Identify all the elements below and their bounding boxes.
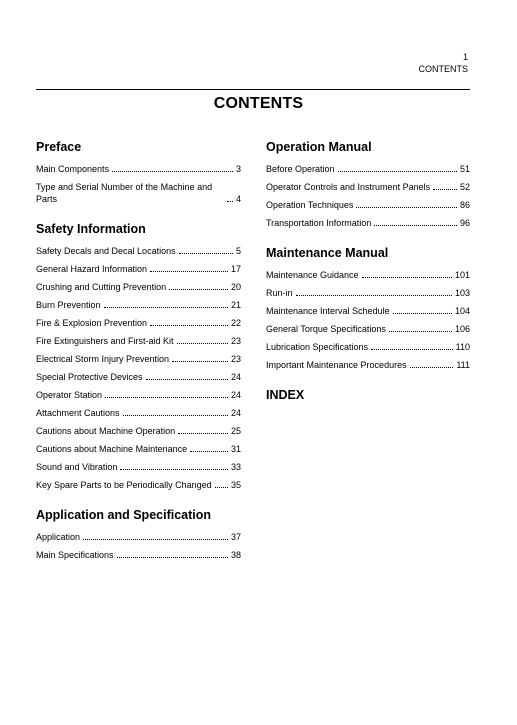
toc-entry[interactable] xyxy=(36,389,241,401)
dot-leader xyxy=(338,171,457,172)
toc-entry-page: 4 xyxy=(235,194,241,204)
toc-entry-title: Maintenance Guidance xyxy=(266,270,359,280)
toc-entry-title: Cautions about Machine Maintenance xyxy=(36,444,188,454)
dot-leader xyxy=(104,307,228,308)
toc-entry-page: 101 xyxy=(454,270,470,280)
toc-entry-page: 5 xyxy=(235,246,241,256)
toc-section-preface xyxy=(36,137,241,205)
toc-entry-page: 3 xyxy=(235,164,241,174)
toc-entry-title: Special Protective Devices xyxy=(36,372,143,382)
toc-entry-title: Attachment Cautions xyxy=(36,408,120,418)
toc-entry[interactable] xyxy=(36,371,241,383)
toc-entry-page: 104 xyxy=(454,306,470,316)
toc-entry[interactable] xyxy=(36,317,241,329)
dot-leader xyxy=(150,271,228,272)
dot-leader xyxy=(117,557,228,558)
toc-entry[interactable] xyxy=(36,407,241,419)
toc-entry[interactable] xyxy=(36,353,241,365)
page-number: 1 xyxy=(462,52,468,62)
toc-entry-title: Sound and Vibration xyxy=(36,462,118,472)
section-heading: Maintenance Manual xyxy=(266,246,389,260)
dot-leader xyxy=(215,487,228,488)
toc-entry-title: Safety Decals and Decal Locations xyxy=(36,246,176,256)
toc-entry[interactable] xyxy=(36,181,241,205)
toc-entry-page: 86 xyxy=(459,200,470,210)
toc-section-index xyxy=(266,385,470,405)
dot-leader xyxy=(190,451,228,452)
toc-entry-title: Maintenance Interval Schedule xyxy=(266,306,390,316)
dot-leader xyxy=(178,433,228,434)
section-heading: Safety Information xyxy=(36,222,146,236)
toc-entry-title: Crushing and Cutting Prevention xyxy=(36,282,167,292)
toc-entry[interactable] xyxy=(36,263,241,275)
toc-entry-page: 23 xyxy=(230,336,241,346)
dot-leader xyxy=(393,313,452,314)
dot-leader xyxy=(83,539,228,540)
dot-leader xyxy=(169,289,228,290)
dot-leader xyxy=(389,331,452,332)
toc-section-application-and-specification xyxy=(36,505,241,561)
dot-leader xyxy=(172,361,228,362)
toc-entry-page: 24 xyxy=(230,390,241,400)
dot-leader xyxy=(356,207,457,208)
toc-entry-title: Transportation Information xyxy=(266,218,372,228)
toc-left-column xyxy=(36,137,241,575)
toc-entry-page: 22 xyxy=(230,318,241,328)
toc-entry[interactable] xyxy=(36,281,241,293)
section-heading: Operation Manual xyxy=(266,140,372,154)
toc-entry-title: Burn Prevention xyxy=(36,300,101,310)
toc-entry-title: Before Operation xyxy=(266,164,335,174)
toc-entry-title: Operator Controls and Instrument Panels xyxy=(266,182,431,192)
toc-entry[interactable] xyxy=(266,287,470,299)
toc-entry-title: General Hazard Information xyxy=(36,264,148,274)
toc-entry[interactable] xyxy=(266,341,470,353)
toc-entry-page: 52 xyxy=(459,182,470,192)
toc-entry-title: Application xyxy=(36,532,81,542)
toc-entry-title: Main Specifications xyxy=(36,550,114,560)
toc-entry-page: 38 xyxy=(230,550,241,560)
toc-entry[interactable] xyxy=(266,323,470,335)
toc-entry[interactable] xyxy=(36,245,241,257)
toc-right-column xyxy=(266,137,470,419)
running-section-title: CONTENTS xyxy=(418,64,468,74)
toc-entry-page: 35 xyxy=(230,480,241,490)
toc-entry[interactable] xyxy=(36,335,241,347)
toc-entry[interactable] xyxy=(36,443,241,455)
toc-entry-page: 110 xyxy=(455,342,470,352)
toc-entry-title: Cautions about Machine Operation xyxy=(36,426,176,436)
toc-entry-title: General Torque Specifications xyxy=(266,324,386,334)
dot-leader xyxy=(105,397,228,398)
toc-entry-page: 21 xyxy=(230,300,241,310)
toc-entry-title: Lubrication Specifications xyxy=(266,342,369,352)
toc-entry[interactable] xyxy=(36,479,241,491)
dot-leader xyxy=(296,295,452,296)
toc-section-safety-information xyxy=(36,219,241,491)
toc-entry-page: 20 xyxy=(230,282,241,292)
page-header xyxy=(419,51,469,75)
toc-entry-page: 51 xyxy=(459,164,470,174)
toc-entry-page: 24 xyxy=(230,408,241,418)
dot-leader xyxy=(112,171,233,172)
dot-leader xyxy=(150,325,228,326)
dot-leader xyxy=(123,415,228,416)
toc-entry[interactable] xyxy=(36,163,241,175)
toc-entry-page: 23 xyxy=(230,354,241,364)
toc-entry-page: 33 xyxy=(230,462,241,472)
toc-entry-title: Fire Extinguishers and First-aid Kit xyxy=(36,336,174,346)
toc-entry[interactable] xyxy=(36,425,241,437)
toc-entry[interactable] xyxy=(266,163,470,175)
toc-entry[interactable] xyxy=(266,217,470,229)
toc-entry[interactable] xyxy=(266,199,470,211)
toc-entry[interactable] xyxy=(266,305,470,317)
toc-entry[interactable] xyxy=(36,549,241,561)
toc-entry-title: Important Maintenance Procedures xyxy=(266,360,407,370)
dot-leader xyxy=(433,189,457,190)
toc-entry-page: 103 xyxy=(454,288,470,298)
section-heading[interactable]: INDEX xyxy=(266,388,305,402)
toc-entry[interactable] xyxy=(36,299,241,311)
dot-leader xyxy=(371,349,453,350)
dot-leader xyxy=(177,343,228,344)
section-heading: Preface xyxy=(36,140,82,154)
toc-entry[interactable] xyxy=(266,181,470,193)
dot-leader xyxy=(410,367,454,368)
page-title: CONTENTS xyxy=(213,95,304,112)
toc-entry-page: 96 xyxy=(459,218,470,228)
toc-entry[interactable] xyxy=(36,531,241,543)
toc-entry-page: 17 xyxy=(230,264,241,274)
toc-entry[interactable] xyxy=(36,461,241,473)
dot-leader xyxy=(374,225,457,226)
dot-leader xyxy=(179,253,233,254)
toc-entry-page: 24 xyxy=(230,372,241,382)
toc-entry-title: Main Components xyxy=(36,164,110,174)
dot-leader xyxy=(146,379,228,380)
dot-leader xyxy=(227,201,233,202)
toc-entry-page: 106 xyxy=(454,324,470,334)
toc-entry-title: Fire & Explosion Prevention xyxy=(36,318,148,328)
toc-entry-title: Operator Station xyxy=(36,390,103,400)
section-heading: Application and Specification xyxy=(36,508,212,522)
toc-entry-page: 25 xyxy=(230,426,241,436)
toc-entry-page: 31 xyxy=(230,444,241,454)
toc-entry-title: Run-in xyxy=(266,288,293,298)
header-rule xyxy=(36,89,470,90)
toc-entry-page: 37 xyxy=(230,532,241,542)
toc-entry[interactable] xyxy=(266,269,470,281)
dot-leader xyxy=(120,469,228,470)
toc-section-maintenance-manual xyxy=(266,243,470,371)
toc-entry-title: Type and Serial Number of the Machine and Parts xyxy=(36,182,213,204)
toc-entry[interactable] xyxy=(266,359,470,371)
toc-entry-title: Key Spare Parts to be Periodically Changed xyxy=(36,480,212,490)
dot-leader xyxy=(362,277,452,278)
toc-entry-title: Electrical Storm Injury Prevention xyxy=(36,354,170,364)
toc-entry-title: Operation Techniques xyxy=(266,200,354,210)
toc-entry-page: 111 xyxy=(456,360,470,370)
toc-section-operation-manual xyxy=(266,137,470,229)
